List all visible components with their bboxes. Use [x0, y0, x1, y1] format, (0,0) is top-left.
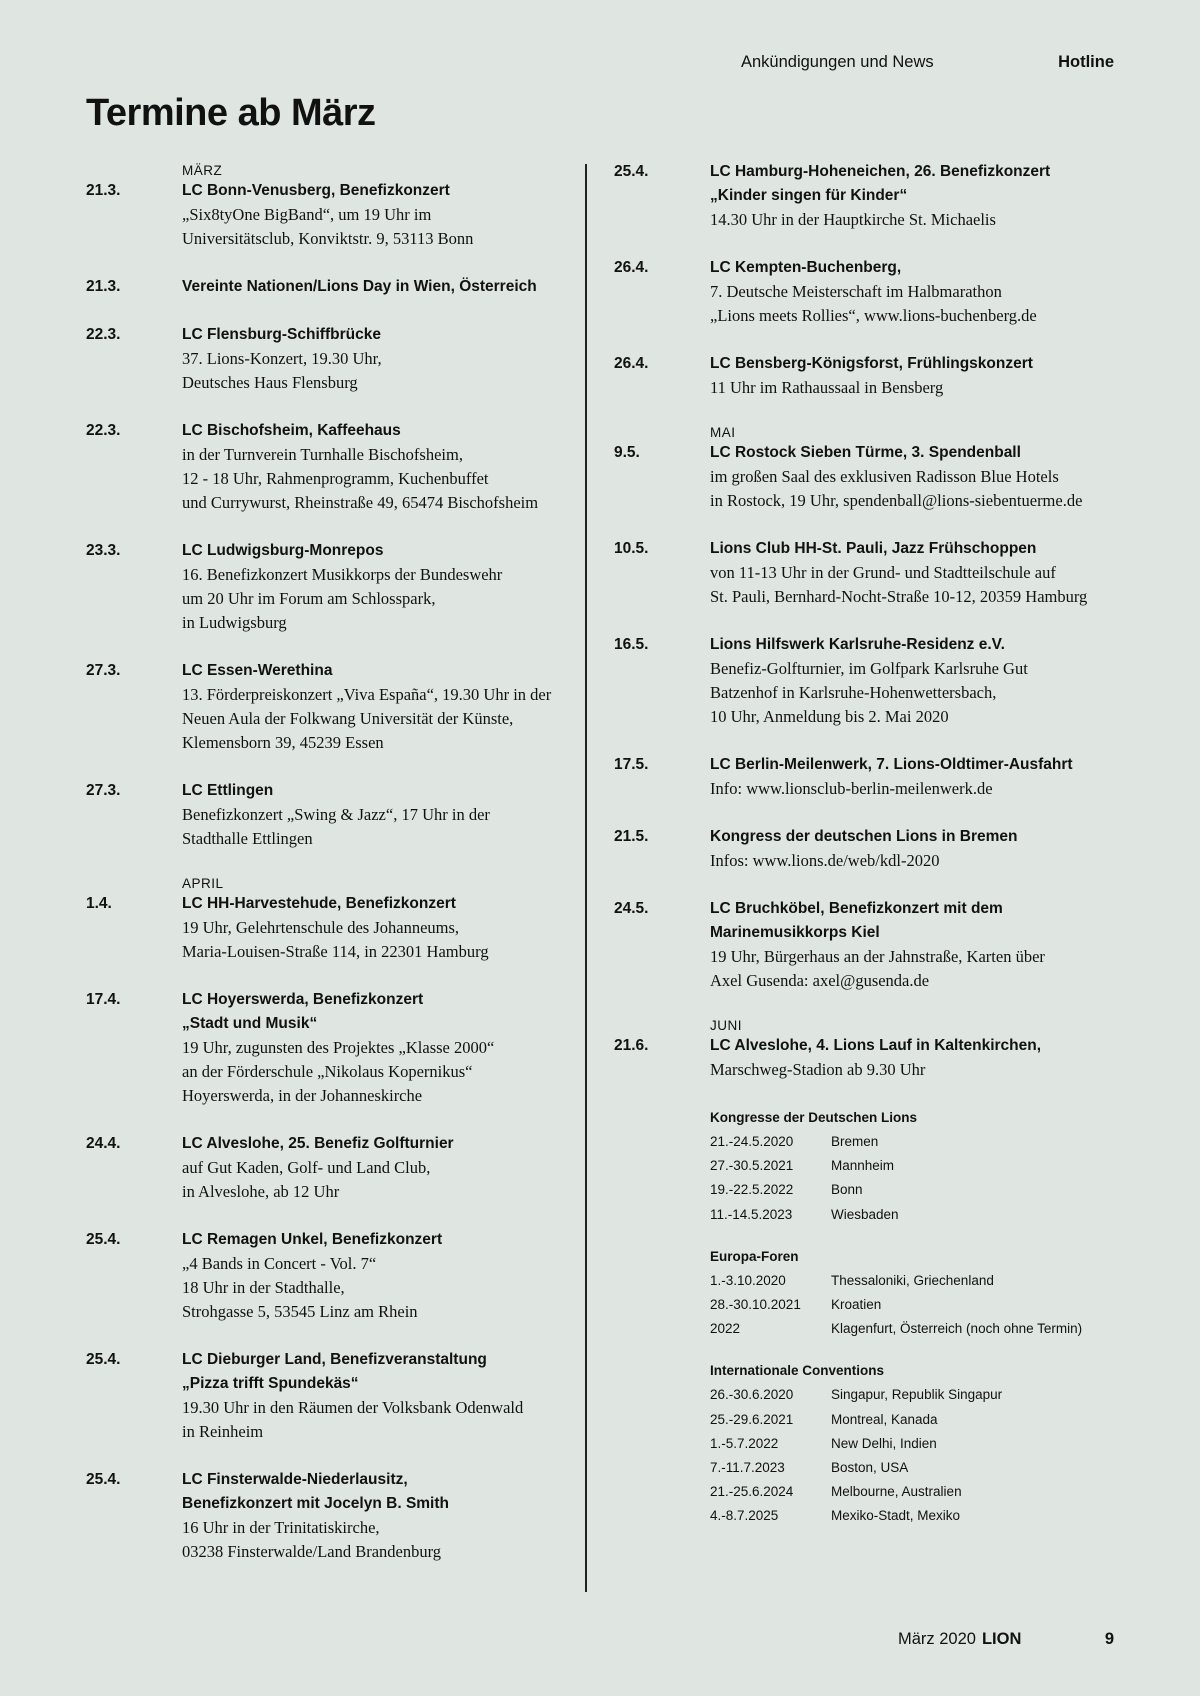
event-date: 26.4. — [614, 355, 649, 372]
footer-date: März 2020 — [898, 1630, 976, 1648]
event-description: an der Förderschule „Nikolaus Kopernikus“ — [182, 1062, 473, 1081]
event-title: LC Flensburg-Schiffbrücke — [182, 326, 381, 343]
event-date: 21.6. — [614, 1037, 649, 1054]
event-description: Maria-Louisen-Straße 114, in 22301 Hamburg — [182, 942, 489, 961]
month-heading: APRIL — [182, 876, 224, 891]
event-date: 23.3. — [86, 542, 121, 559]
info-section — [710, 1106, 1154, 1529]
event-description: Marschweg-Stadion ab 9.30 Uhr — [710, 1060, 926, 1079]
info-date: 19.-22.5.2022 — [710, 1182, 794, 1198]
event-title: LC Hoyerswerda, Benefizkonzert — [182, 991, 424, 1008]
info-place: New Delhi, Indien — [831, 1435, 937, 1451]
event-description: 19 Uhr, Bürgerhaus an der Jahnstraße, Karten über — [710, 947, 1045, 966]
event-description: 10 Uhr, Anmeldung bis 2. Mai 2020 — [710, 707, 949, 726]
event-body — [710, 441, 1154, 513]
info-date: 28.-30.10.2021 — [710, 1297, 801, 1313]
event-item — [86, 275, 586, 299]
info-row — [710, 1383, 1154, 1407]
event-body — [182, 419, 586, 515]
event-title: LC Berlin-Meilenwerk, 7. Lions-Oldtimer-Ausfahrt — [710, 756, 1073, 773]
event-description: 19 Uhr, Gelehrtenschule des Johanneums, — [182, 918, 460, 937]
info-date: 21.-25.6.2024 — [710, 1484, 794, 1500]
event-description: in der Turnverein Turnhalle Bischofsheim, — [182, 445, 463, 464]
event-item — [86, 323, 586, 395]
info-place: Mexiko-Stadt, Mexiko — [831, 1508, 961, 1524]
event-title: LC Rostock Sieben Türme, 3. Spendenball — [710, 444, 1021, 461]
event-date: 22.3. — [86, 422, 121, 439]
info-row — [710, 1269, 1154, 1293]
event-date: 27.3. — [86, 662, 121, 679]
info-place: Melbourne, Australien — [831, 1484, 962, 1500]
event-title: Vereinte Nationen/Lions Day in Wien, Österreich — [182, 278, 537, 295]
info-row — [710, 1130, 1154, 1154]
event-date: 17.5. — [614, 756, 649, 773]
event-body — [182, 1132, 586, 1204]
event-description: von 11-13 Uhr in der Grund- und Stadtteilschule auf — [710, 563, 1056, 582]
info-date: 25.-29.6.2021 — [710, 1411, 794, 1427]
event-title: LC Ettlingen — [182, 782, 274, 799]
event-title: LC Bonn-Venusberg, Benefizkonzert — [182, 182, 450, 199]
event-description: Batzenhof in Karlsruhe-Hohenwettersbach, — [710, 683, 997, 702]
event-item — [86, 779, 586, 851]
info-row — [710, 1317, 1154, 1341]
event-title: „Kinder singen für Kinder“ — [710, 187, 908, 204]
event-body — [182, 1468, 586, 1564]
event-item — [86, 892, 586, 964]
right-events — [614, 160, 1154, 1082]
event-date: 25.4. — [86, 1351, 121, 1368]
info-date: 1.-5.7.2022 — [710, 1435, 779, 1451]
event-item — [614, 441, 1154, 513]
event-description: Hoyerswerda, in der Johanneskirche — [182, 1086, 423, 1105]
event-item — [86, 1348, 586, 1444]
event-item — [614, 537, 1154, 609]
event-item — [614, 160, 1154, 232]
info-date: 7.-11.7.2023 — [710, 1460, 785, 1476]
info-block — [710, 1106, 1154, 1227]
event-body — [182, 323, 586, 395]
event-item — [614, 897, 1154, 993]
event-body — [182, 892, 586, 964]
event-description: in Reinheim — [182, 1422, 264, 1441]
event-body — [182, 275, 586, 299]
info-date: 21.-24.5.2020 — [710, 1134, 794, 1149]
header-hotline: Hotline — [1058, 53, 1114, 71]
info-row — [710, 1178, 1154, 1202]
event-date: 9.5. — [614, 444, 640, 461]
event-body — [710, 537, 1154, 609]
info-row — [710, 1456, 1154, 1480]
month-heading: MÄRZ — [182, 163, 223, 178]
event-item — [86, 539, 586, 635]
event-item — [86, 179, 586, 251]
event-description: 13. Förderpreiskonzert „Viva España“, 19.30 Uhr in der — [182, 685, 552, 704]
event-title: LC Ludwigsburg-Monrepos — [182, 542, 384, 559]
info-date: 26.-30.6.2020 — [710, 1387, 794, 1403]
event-description: 37. Lions-Konzert, 19.30 Uhr, — [182, 349, 382, 368]
event-description: 14.30 Uhr in der Hauptkirche St. Michaelis — [710, 210, 996, 229]
event-body — [182, 539, 586, 635]
event-date: 25.4. — [86, 1471, 121, 1488]
info-date: 4.-8.7.2025 — [710, 1508, 779, 1524]
info-row — [710, 1504, 1154, 1528]
info-place: Bonn — [831, 1182, 863, 1198]
event-description: 7. Deutsche Meisterschaft im Halbmarathon — [710, 282, 1002, 301]
info-place: Thessaloniki, Griechenland — [831, 1272, 994, 1288]
event-body — [710, 825, 1154, 873]
event-body — [182, 1228, 586, 1324]
event-body — [710, 897, 1154, 993]
event-title: LC Bruchköbel, Benefizkonzert mit dem — [710, 900, 1003, 917]
info-place: Kroatien — [831, 1297, 882, 1313]
right-column — [614, 160, 1154, 1547]
event-description: Klemensborn 39, 45239 Essen — [182, 733, 384, 752]
event-description: 11 Uhr im Rathaussaal in Bensberg — [710, 378, 944, 397]
event-title: Lions Hilfswerk Karlsruhe-Residenz e.V. — [710, 636, 1005, 653]
event-description: 03238 Finsterwalde/Land Brandenburg — [182, 1542, 442, 1561]
event-title: LC Bischofsheim, Kaffeehaus — [182, 422, 401, 439]
event-title: LC Alveslohe, 4. Lions Lauf in Kaltenkirchen, — [710, 1037, 1042, 1054]
event-description: „4 Bands in Concert - Vol. 7“ — [182, 1254, 377, 1273]
event-date: 21.5. — [614, 828, 649, 845]
info-block — [710, 1245, 1154, 1342]
event-body — [710, 753, 1154, 801]
event-title: LC Hamburg-Hoheneichen, 26. Benefizkonzert — [710, 163, 1051, 180]
event-date: 26.4. — [614, 259, 649, 276]
event-date: 25.4. — [86, 1231, 121, 1248]
info-block-title: Europa-Foren — [710, 1248, 799, 1264]
event-description: 12 - 18 Uhr, Rahmenprogramm, Kuchenbuffet — [182, 469, 489, 488]
event-title: „Stadt und Musik“ — [182, 1015, 318, 1032]
event-date: 10.5. — [614, 540, 649, 557]
event-item — [86, 419, 586, 515]
event-title: LC Remagen Unkel, Benefizkonzert — [182, 1231, 443, 1248]
info-date: 27.-30.5.2021 — [710, 1158, 794, 1174]
event-description: 18 Uhr in der Stadthalle, — [182, 1278, 345, 1297]
event-body — [710, 633, 1154, 729]
event-description: „Six8tyOne BigBand“, um 19 Uhr im — [182, 205, 432, 224]
info-date: 2022 — [710, 1321, 741, 1337]
event-body — [182, 988, 586, 1108]
event-description: und Currywurst, Rheinstraße 49, 65474 Bischofsheim — [182, 493, 539, 512]
event-description: „Lions meets Rollies“, www.lions-buchenberg.de — [710, 306, 1037, 325]
info-place: Montreal, Kanada — [831, 1411, 938, 1427]
event-body — [182, 1348, 586, 1444]
event-body — [710, 160, 1154, 232]
event-date: 17.4. — [86, 991, 121, 1008]
event-item — [86, 988, 586, 1108]
info-place: Mannheim — [831, 1158, 895, 1174]
page-number: 9 — [1104, 1630, 1114, 1648]
event-description: in Rostock, 19 Uhr, spendenball@lions-siebentuerme.de — [710, 491, 1083, 510]
info-row — [710, 1293, 1154, 1317]
event-description: Axel Gusenda: axel@gusenda.de — [710, 971, 930, 990]
event-description: auf Gut Kaden, Golf- und Land Club, — [182, 1158, 431, 1177]
info-place: Bremen — [831, 1134, 879, 1149]
event-item — [614, 753, 1154, 801]
event-title: LC Dieburger Land, Benefizveranstaltung — [182, 1351, 487, 1368]
event-description: Neuen Aula der Folkwang Universität der Künste, — [182, 709, 514, 728]
footer-magazine: LION — [981, 1630, 1022, 1648]
event-description: im großen Saal des exklusiven Radisson Blue Hotels — [710, 467, 1059, 486]
event-title: Marinemusikkorps Kiel — [710, 924, 880, 941]
page-title: Termine ab März — [86, 92, 376, 134]
event-description: Universitätsclub, Konviktstr. 9, 53113 Bonn — [182, 229, 474, 248]
event-title: LC Essen-Werethina — [182, 662, 333, 679]
event-description: Strohgasse 5, 53545 Linz am Rhein — [182, 1302, 418, 1321]
info-date: 1.-3.10.2020 — [710, 1272, 786, 1288]
info-place: Klagenfurt, Österreich (noch ohne Termin) — [831, 1321, 1083, 1337]
event-item — [614, 1034, 1154, 1082]
event-description: 19.30 Uhr in den Räumen der Volksbank Odenwald — [182, 1398, 524, 1417]
event-description: Benefiz-Golfturnier, im Golfpark Karlsruhe Gut — [710, 659, 1028, 678]
column-divider — [585, 164, 587, 1592]
event-item — [614, 633, 1154, 729]
event-date: 16.5. — [614, 636, 649, 653]
event-title: Lions Club HH-St. Pauli, Jazz Frühschoppen — [710, 540, 1037, 557]
event-body — [710, 256, 1154, 328]
event-description: in Alveslohe, ab 12 Uhr — [182, 1182, 340, 1201]
event-date: 24.4. — [86, 1135, 121, 1152]
event-description: um 20 Uhr im Forum am Schlosspark, — [182, 589, 436, 608]
event-description: St. Pauli, Bernhard-Nocht-Straße 10-12, 20359 Hamburg — [710, 587, 1088, 606]
left-column — [86, 160, 586, 1588]
event-item — [614, 352, 1154, 400]
event-title: LC HH-Harvestehude, Benefizkonzert — [182, 895, 456, 912]
event-description: Benefizkonzert „Swing & Jazz“, 17 Uhr in der — [182, 805, 490, 824]
event-title: LC Bensberg-Königsforst, Frühlingskonzert — [710, 355, 1033, 372]
event-description: Info: www.lionsclub-berlin-meilenwerk.de — [710, 779, 993, 798]
event-description: 16 Uhr in der Trinitatiskirche, — [182, 1518, 380, 1537]
info-row — [710, 1408, 1154, 1432]
header-section: Ankündigungen und News — [741, 53, 934, 71]
info-block-title: Internationale Conventions — [710, 1363, 885, 1379]
event-date: 25.4. — [614, 163, 649, 180]
event-body — [182, 179, 586, 251]
event-item — [614, 825, 1154, 873]
info-place: Singapur, Republik Singapur — [831, 1387, 1003, 1403]
event-title: „Pizza trifft Spundekäs“ — [182, 1375, 359, 1392]
month-heading: MAI — [710, 425, 736, 440]
event-body — [182, 659, 586, 755]
event-description: 16. Benefizkonzert Musikkorps der Bundeswehr — [182, 565, 503, 584]
info-place: Boston, USA — [831, 1460, 909, 1476]
event-item — [86, 1228, 586, 1324]
event-item — [86, 1132, 586, 1204]
event-body — [710, 1034, 1154, 1082]
event-description: 19 Uhr, zugunsten des Projektes „Klasse 2000“ — [182, 1038, 495, 1057]
event-date: 21.3. — [86, 182, 121, 199]
event-title: LC Kempten-Buchenberg, — [710, 259, 902, 276]
event-date: 27.3. — [86, 782, 121, 799]
event-description: Infos: www.lions.de/web/kdl-2020 — [710, 851, 940, 870]
info-date: 11.-14.5.2023 — [710, 1206, 793, 1222]
info-row — [710, 1480, 1154, 1504]
event-title: LC Finsterwalde-Niederlausitz, — [182, 1471, 408, 1488]
event-item — [86, 659, 586, 755]
info-row — [710, 1432, 1154, 1456]
event-description: Stadthalle Ettlingen — [182, 829, 313, 848]
event-date: 22.3. — [86, 326, 121, 343]
info-place: Wiesbaden — [831, 1206, 899, 1222]
event-body — [710, 352, 1154, 400]
info-block — [710, 1359, 1154, 1528]
month-heading: JUNI — [710, 1018, 742, 1033]
event-title: LC Alveslohe, 25. Benefiz Golfturnier — [182, 1135, 454, 1152]
event-title: Benefizkonzert mit Jocelyn B. Smith — [182, 1495, 449, 1512]
event-item — [614, 256, 1154, 328]
event-body — [182, 779, 586, 851]
event-date: 24.5. — [614, 900, 649, 917]
event-date: 1.4. — [86, 895, 112, 912]
event-title: Kongress der deutschen Lions in Bremen — [710, 828, 1018, 845]
footer-issue — [898, 1630, 1021, 1649]
event-description: in Ludwigsburg — [182, 613, 287, 632]
info-row — [710, 1154, 1154, 1178]
event-date: 21.3. — [86, 278, 121, 295]
info-row — [710, 1203, 1154, 1227]
event-item — [86, 1468, 586, 1564]
info-block-title: Kongresse der Deutschen Lions — [710, 1110, 918, 1125]
event-description: Deutsches Haus Flensburg — [182, 373, 358, 392]
